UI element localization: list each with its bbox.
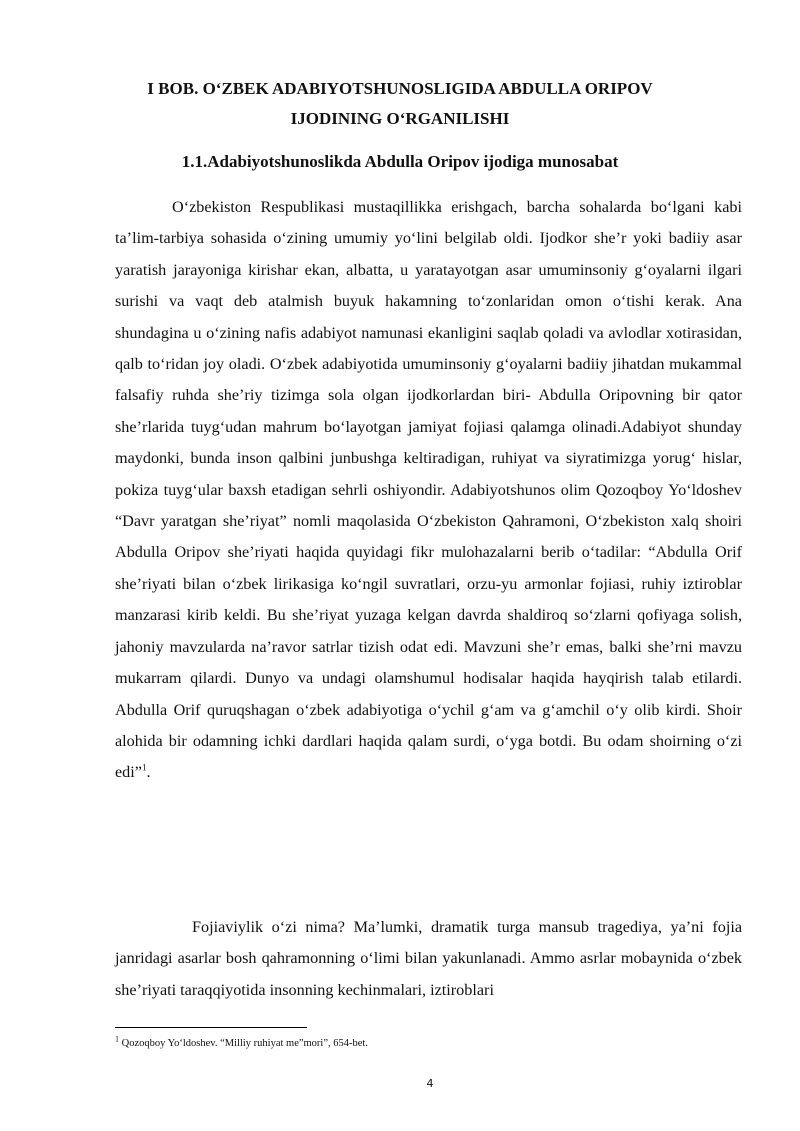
footnote-text: Qozoqboy Yo‘ldoshev. “Milliy ruhiyat me”mori”, 654-bet.	[119, 1038, 368, 1049]
section-title: 1.1.Adabiyotshunoslikda Abdulla Oripov ijodiga munosabat	[181, 152, 619, 171]
paragraph-1-text: O‘zbekiston Respublikasi mustaqillikka erishgach, barcha sohalarda bo‘lgani kabi ta’lim-tarbiya sohasida o‘zining umumiy yo‘lini belgilab oldi. Ijodkor she’r yoki badiiy asar yaratish jarayoniga kirishar ekan, albatta, u yaratayotgan asar umuminsoniy g‘oyalarni ilgari surishi va vaqt deb atalmish buyuk hakamning to‘zonlaridan omon o‘tishi kerak. Ana shundagina u o‘zining nafis adabiyot namunasi ekanligini saqlab qoladi va avlodlar xotirasidan, qalb to‘ridan joy oladi. O‘zbek adabiyotida umuminsoniy g‘oyalarni badiiy jihatdan mukammal falsafiy ruhda she’riy tizimga sola olgan ijodkorlardan biri- Abdulla Oripovning bir qator she’rlarida tuyg‘udan mahrum bo‘layotgan jamiyat fojiasi qalamga olinadi.Adabiyot shunday maydonki, bunda inson qalbini junbushga keltiradigan, ruhiyat va siyratimizga yorug‘ hislar, pokiza tuyg‘ular baxsh etadigan sehrli oshiyondir. Adabiyotshunos olim Qozoqboy Yo‘ldoshev “Davr yaratgan she’riyat” nomli maqolasida O‘zbekiston Qahramoni, O‘zbekiston xalq shoiri Abdulla Oripov she’riyati haqida quyidagi fikr mulohazalarni berib o‘tadilar: “Abdulla Orif she’riyati bilan o‘zbek lirikasiga ko‘ngil suvratlari, orzu-yu armonlar fojiasi, ruhiy iztiroblar manzarasi kirib keldi. Bu she’riyat yuzaga kelgan davrda shaldiroq so‘zlarni qofiyaga solish, jahoniy mavzularda na’ravor satrlar tizish odat edi. Mavzuni she’r emas, balki she’rni mavzu mukarram qilardi. Dunyo va undagi olamshumul hodisalar haqida hayqirish talab etilardi. Abdulla Orif quruqshagan o‘zbek adabiyotiga o‘ychil g‘am va g‘amchil o‘y olib kirdi. Shoir alohida bir odamning ichki dardlari haqida qalam surdi, o‘yga botdi. Bu odam shoirning o‘zi edi”	[115, 198, 742, 782]
body-paragraph-2: Fojiaviylik o‘zi nima? Ma’lumki, dramatik turga mansub tragediya, ya’ni fojia janridagi asarlar bosh qahramonning o‘limi bilan yakunlanadi. Ammo asrlar mobaynida o‘zbek she’riyati taraqqiyotida insonning kechinmalari, iztiroblari	[115, 918, 742, 999]
paragraph-1-end: .	[146, 763, 151, 782]
footnote-separator	[115, 1027, 307, 1028]
footnote-reference[interactable]: 1	[141, 762, 147, 773]
chapter-title-line-2: IJODINING O‘RGANILISHI	[290, 109, 510, 128]
body-paragraph-1	[115, 192, 742, 789]
chapter-title	[115, 74, 685, 134]
footnote	[115, 1034, 735, 1051]
chapter-title-line-1: I BOB. O‘ZBEK ADABIYOTSHUNOSLIGIDA ABDULLA ORIPOV	[147, 79, 653, 98]
footnote-number: 1	[115, 1034, 119, 1044]
page-number: 4	[426, 1077, 434, 1090]
